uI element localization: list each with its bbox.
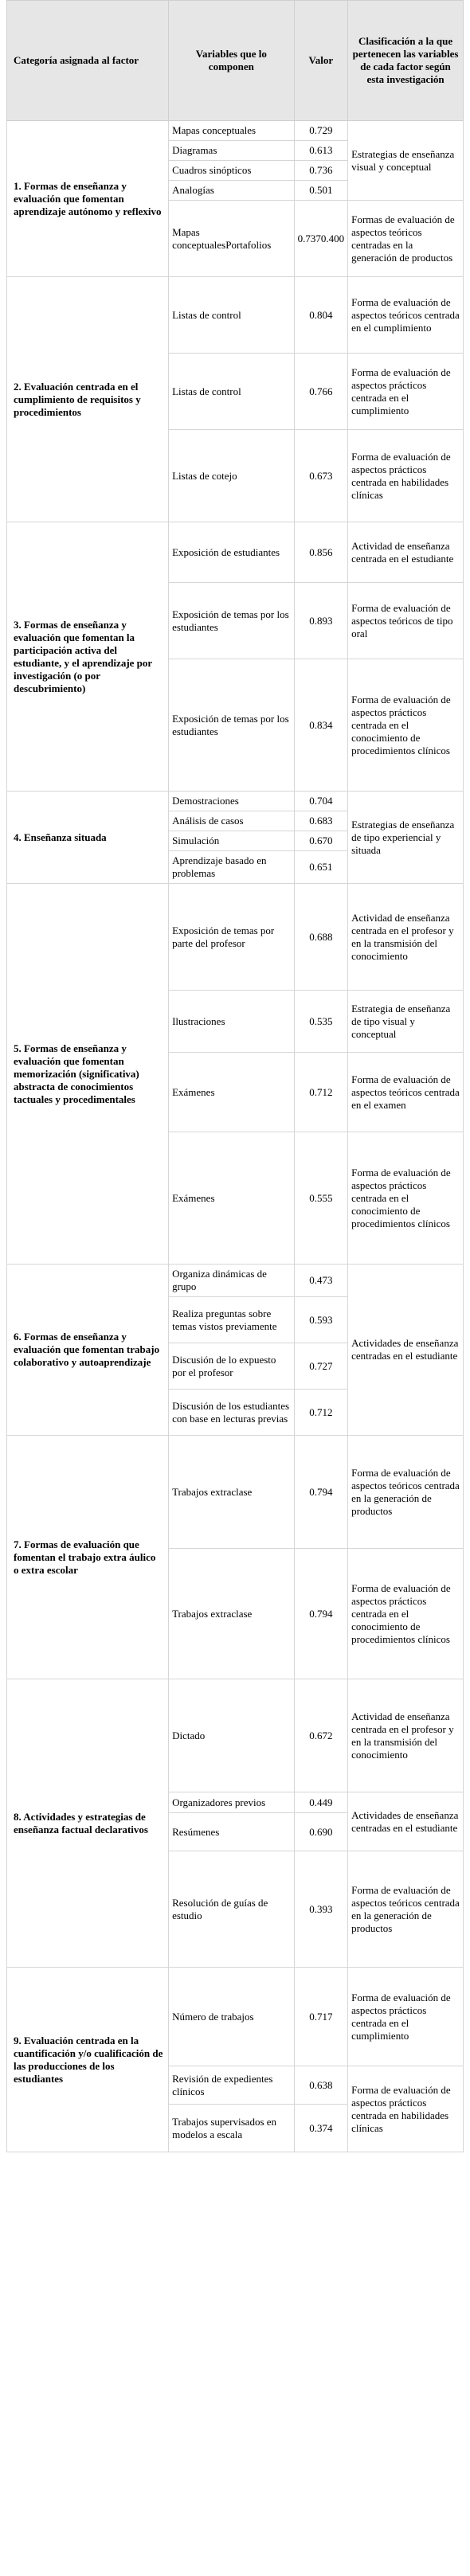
table-row bbox=[7, 884, 464, 991]
variable-cell: Exposición de temas por los estudiantes bbox=[169, 583, 295, 659]
classification-cell: Actividades de enseñanza centradas en el estudiante bbox=[348, 1792, 464, 1851]
header-variables: Variables que lo componen bbox=[169, 1, 295, 121]
variable-cell: Dictado bbox=[169, 1679, 295, 1792]
variable-cell: Simulación bbox=[169, 831, 295, 851]
value-cell: 0.834 bbox=[294, 659, 348, 792]
factor-category: 3. Formas de enseñanza y evaluación que fomentan la participación activa del estudiante, y el aprendizaje por investigación (o por descubrimiento) bbox=[7, 522, 169, 792]
variable-cell: Exposición de temas por los estudiantes bbox=[169, 659, 295, 792]
table-row bbox=[7, 522, 464, 583]
variable-cell: Resolución de guías de estudio bbox=[169, 1851, 295, 1968]
value-cell: 0.856 bbox=[294, 522, 348, 583]
variable-cell: Exámenes bbox=[169, 1132, 295, 1265]
variable-cell: Discusión de lo expuesto por el profesor bbox=[169, 1343, 295, 1390]
header-classification: Clasificación a la que pertenecen las variables de cada factor según esta investigación bbox=[348, 1, 464, 121]
classification-cell: Forma de evaluación de aspectos teóricos de tipo oral bbox=[348, 583, 464, 659]
value-cell: 0.766 bbox=[294, 354, 348, 430]
value-cell: 0.638 bbox=[294, 2066, 348, 2105]
classification-cell: Forma de evaluación de aspectos prácticos centrada en el conocimiento de procedimientos clínicos bbox=[348, 1132, 464, 1265]
classification-cell: Estrategia de enseñanza de tipo visual y conceptual bbox=[348, 991, 464, 1053]
variable-cell: Número de trabajos bbox=[169, 1968, 295, 2066]
header-category: Categoría asignada al factor bbox=[7, 1, 169, 121]
value-cell: 0.794 bbox=[294, 1549, 348, 1679]
table-row bbox=[7, 1436, 464, 1549]
classification-cell: Forma de evaluación de aspectos teóricos centrada en la generación de productos bbox=[348, 1436, 464, 1549]
variable-cell: Listas de control bbox=[169, 354, 295, 430]
variable-cell: Exposición de temas por parte del profesor bbox=[169, 884, 295, 991]
classification-cell: Actividades de enseñanza centradas en el estudiante bbox=[348, 1265, 464, 1436]
variable-cell: Realiza preguntas sobre temas vistos previamente bbox=[169, 1297, 295, 1343]
factor-category: 1. Formas de enseñanza y evaluación que fomentan aprendizaje autónomo y reflexivo bbox=[7, 121, 169, 277]
variable-cell: Discusión de los estudiantes con base en lecturas previas bbox=[169, 1390, 295, 1436]
value-cell: 0.535 bbox=[294, 991, 348, 1053]
value-cell: 0.688 bbox=[294, 884, 348, 991]
value-cell: 0.712 bbox=[294, 1390, 348, 1436]
variable-cell: Listas de cotejo bbox=[169, 430, 295, 522]
variable-cell: Aprendizaje basado en problemas bbox=[169, 851, 295, 884]
value-cell: 0.473 bbox=[294, 1265, 348, 1297]
classification-cell: Estrategias de enseñanza de tipo experiencial y situada bbox=[348, 792, 464, 884]
factor-category: 5. Formas de enseñanza y evaluación que fomentan memorización (significativa) abstracta de conocimientos tactuales y procedimentales bbox=[7, 884, 169, 1265]
classification-cell: Forma de evaluación de aspectos prácticos centrada en habilidades clínicas bbox=[348, 2066, 464, 2152]
classification-cell: Forma de evaluación de aspectos teóricos centrada en el examen bbox=[348, 1053, 464, 1132]
table-row bbox=[7, 1679, 464, 1792]
table-row bbox=[7, 121, 464, 141]
variable-cell: Análisis de casos bbox=[169, 811, 295, 831]
value-cell: 0.7370.400 bbox=[294, 201, 348, 277]
page bbox=[6, 0, 464, 2152]
factor-category: 6. Formas de enseñanza y evaluación que fomentan trabajo colaborativo y autoaprendizaje bbox=[7, 1265, 169, 1436]
variable-cell: Diagramas bbox=[169, 141, 295, 161]
table-row bbox=[7, 792, 464, 811]
classification-cell: Estrategias de enseñanza visual y conceptual bbox=[348, 121, 464, 201]
factor-category: 9. Evaluación centrada en la cuantificación y/o cualificación de las producciones de los estudiantes bbox=[7, 1968, 169, 2152]
variable-cell: Exposición de estudiantes bbox=[169, 522, 295, 583]
header-value: Valor bbox=[294, 1, 348, 121]
factor-category: 4. Enseñanza situada bbox=[7, 792, 169, 884]
classification-cell: Actividad de enseñanza centrada en el estudiante bbox=[348, 522, 464, 583]
classification-cell: Forma de evaluación de aspectos prácticos centrada en el cumplimiento bbox=[348, 1968, 464, 2066]
classification-cell: Formas de evaluación de aspectos teóricos centradas en la generación de productos bbox=[348, 201, 464, 277]
value-cell: 0.717 bbox=[294, 1968, 348, 2066]
value-cell: 0.690 bbox=[294, 1813, 348, 1851]
classification-cell: Actividad de enseñanza centrada en el profesor y en la transmisión del conocimiento bbox=[348, 884, 464, 991]
classification-cell: Forma de evaluación de aspectos prácticos centrada en el conocimiento de procedimientos clínicos bbox=[348, 659, 464, 792]
classification-cell: Forma de evaluación de aspectos prácticos centrada en habilidades clínicas bbox=[348, 430, 464, 522]
variable-cell: Organiza dinámicas de grupo bbox=[169, 1265, 295, 1297]
variable-cell: Revisión de expedientes clínicos bbox=[169, 2066, 295, 2105]
value-cell: 0.651 bbox=[294, 851, 348, 884]
value-cell: 0.804 bbox=[294, 277, 348, 354]
variable-cell: Ilustraciones bbox=[169, 991, 295, 1053]
value-cell: 0.393 bbox=[294, 1851, 348, 1968]
variable-cell: Cuadros sinópticos bbox=[169, 161, 295, 181]
variable-cell: Mapas conceptuales bbox=[169, 121, 295, 141]
value-cell: 0.374 bbox=[294, 2105, 348, 2152]
factor-category: 7. Formas de evaluación que fomentan el trabajo extra áulico o extra escolar bbox=[7, 1436, 169, 1679]
value-cell: 0.673 bbox=[294, 430, 348, 522]
value-cell: 0.704 bbox=[294, 792, 348, 811]
variable-cell: Trabajos supervisados en modelos a escala bbox=[169, 2105, 295, 2152]
table-body bbox=[7, 121, 464, 2152]
value-cell: 0.593 bbox=[294, 1297, 348, 1343]
value-cell: 0.727 bbox=[294, 1343, 348, 1390]
header-row bbox=[7, 1, 464, 121]
variable-cell: Organizadores previos bbox=[169, 1792, 295, 1813]
variable-cell: Listas de control bbox=[169, 277, 295, 354]
factor-table bbox=[6, 0, 464, 2152]
variable-cell: Resúmenes bbox=[169, 1813, 295, 1851]
variable-cell: Analogías bbox=[169, 181, 295, 201]
value-cell: 0.736 bbox=[294, 161, 348, 181]
value-cell: 0.729 bbox=[294, 121, 348, 141]
variable-cell: Exámenes bbox=[169, 1053, 295, 1132]
value-cell: 0.449 bbox=[294, 1792, 348, 1813]
classification-cell: Forma de evaluación de aspectos prácticos centrada en el conocimiento de procedimientos clínicos bbox=[348, 1549, 464, 1679]
classification-cell: Forma de evaluación de aspectos teóricos centrada en la generación de productos bbox=[348, 1851, 464, 1968]
value-cell: 0.555 bbox=[294, 1132, 348, 1265]
variable-cell: Mapas conceptualesPortafolios bbox=[169, 201, 295, 277]
classification-cell: Forma de evaluación de aspectos prácticos centrada en el cumplimiento bbox=[348, 354, 464, 430]
variable-cell: Trabajos extraclase bbox=[169, 1549, 295, 1679]
value-cell: 0.672 bbox=[294, 1679, 348, 1792]
value-cell: 0.613 bbox=[294, 141, 348, 161]
classification-cell: Actividad de enseñanza centrada en el profesor y en la transmisión del conocimiento bbox=[348, 1679, 464, 1792]
variable-cell: Demostraciones bbox=[169, 792, 295, 811]
classification-cell: Forma de evaluación de aspectos teóricos centrada en el cumplimiento bbox=[348, 277, 464, 354]
variable-cell: Trabajos extraclase bbox=[169, 1436, 295, 1549]
factor-category: 8. Actividades y estrategias de enseñanza factual declarativos bbox=[7, 1679, 169, 1968]
table-row bbox=[7, 1265, 464, 1297]
value-cell: 0.683 bbox=[294, 811, 348, 831]
value-cell: 0.893 bbox=[294, 583, 348, 659]
factor-category: 2. Evaluación centrada en el cumplimiento de requisitos y procedimientos bbox=[7, 277, 169, 522]
table-row bbox=[7, 277, 464, 354]
value-cell: 0.501 bbox=[294, 181, 348, 201]
value-cell: 0.670 bbox=[294, 831, 348, 851]
table-row bbox=[7, 1968, 464, 2066]
value-cell: 0.712 bbox=[294, 1053, 348, 1132]
value-cell: 0.794 bbox=[294, 1436, 348, 1549]
